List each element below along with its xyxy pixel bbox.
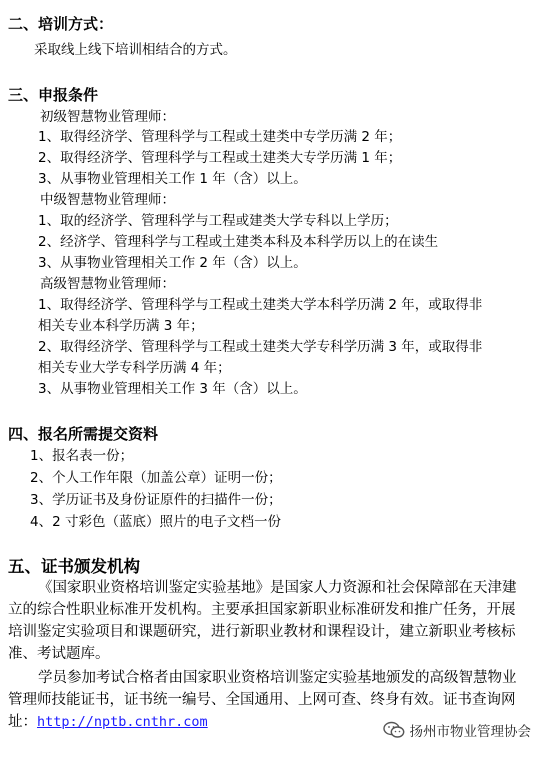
junior-item-3: 3、从事物业管理相关工作 1 年（含）以上。: [38, 171, 307, 187]
material-item-3: 3、学历证书及身份证原件的扫描件一份；: [30, 492, 282, 508]
section-heading-training-method: 二、培训方式：: [8, 15, 114, 33]
material-item-2: 2、个人工作年限（加盖公章）证明一份；: [30, 470, 282, 486]
account-watermark: [383, 720, 532, 740]
middle-item-1: 1、取的经济学、管理科学与工程或建类大学专科以上学历；: [38, 213, 398, 229]
issuer-para1-line1: 《国家职业资格培训鉴定实验基地》是国家人力资源和社会保障部在天津建: [38, 580, 517, 596]
issuer-para1-line4: 准、考试题库。: [8, 646, 110, 662]
section-heading-issuer: 五、证书颁发机构: [8, 557, 140, 576]
issuer-para2-line1: 学员参加考试合格者由国家职业资格培训鉴定实验基地颁发的高级智慧物业: [38, 670, 517, 686]
section-heading-requirements: 三、申报条件: [8, 86, 99, 104]
junior-title: 初级智慧物业管理师：: [40, 109, 175, 125]
issuer-para1-line3: 培训鉴定实验项目和课题研究，进行新职业教材和课程设计，建立新职业考核标: [8, 624, 516, 640]
junior-item-2: 2、取得经济学、管理科学与工程或土建类大专学历满 1 年；: [38, 150, 402, 166]
material-item-4: 4、2 寸彩色（蓝底）照片的电子文档一份: [30, 514, 281, 530]
section-heading-materials: 四、报名所需提交资料: [8, 425, 159, 443]
senior-item-2-cont: 相关专业大学专科学历满 4 年；: [38, 360, 231, 376]
junior-item-1: 1、取得经济学、管理科学与工程或土建类中专学历满 2 年；: [38, 129, 402, 145]
senior-title: 高级智慧物业管理师：: [40, 276, 175, 292]
watermark-text: 扬州市物业管理协会: [409, 724, 531, 740]
query-url-prefix: 址：: [8, 714, 37, 730]
issuer-para2-line2: 管理师技能证书，证书统一编号、全国通用、上网可查、终身有效。证书查询网: [8, 692, 516, 708]
training-method-text: 采取线上线下培训相结合的方式。: [34, 42, 237, 58]
issuer-para1-line2: 立的综合性职业标准开发机构。主要承担国家新职业标准研发和推广任务，开展: [8, 602, 516, 618]
certificate-query-link[interactable]: http://nptb.cnthr.com: [37, 714, 208, 730]
middle-item-2: 2、经济学、管理科学与工程或土建类本科及本科学历以上的在读生: [38, 234, 439, 250]
senior-item-1-cont: 相关专业本科学历满 3 年；: [38, 318, 204, 334]
senior-item-2: 2、取得经济学、管理科学与工程或土建类大学专科学历满 3 年，或取得非: [38, 339, 483, 355]
wechat-icon: [383, 721, 405, 739]
middle-item-3: 3、从事物业管理相关工作 2 年（含）以上。: [38, 255, 307, 271]
senior-item-3: 3、从事物业管理相关工作 3 年（含）以上。: [38, 381, 307, 397]
issuer-para2-line3: [8, 712, 208, 732]
senior-item-1: 1、取得经济学、管理科学与工程或土建类大学本科学历满 2 年，或取得非: [38, 297, 483, 313]
material-item-1: 1、报名表一份；: [30, 448, 134, 464]
middle-title: 中级智慧物业管理师：: [40, 192, 175, 208]
